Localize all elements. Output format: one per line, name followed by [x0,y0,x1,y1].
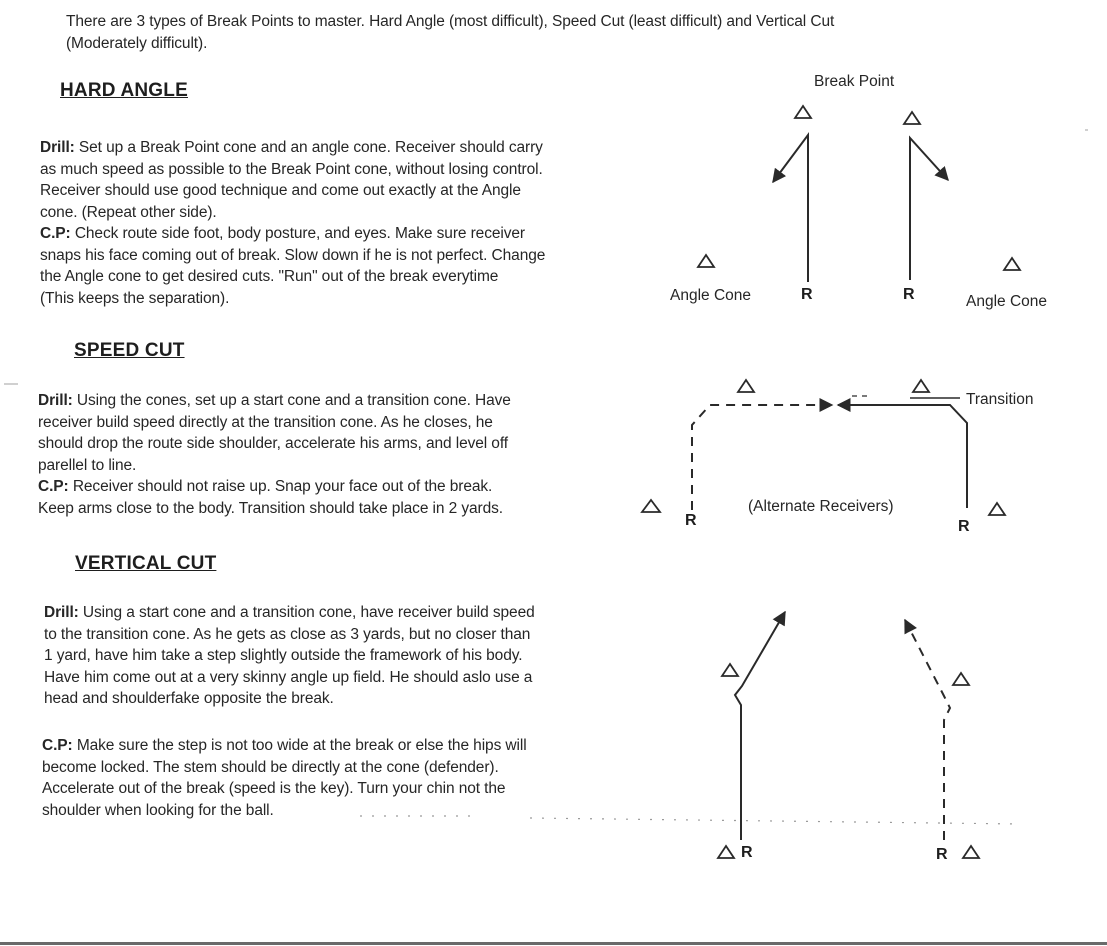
vertical-cut-route-solid [735,612,785,840]
break-point-cone-right [904,112,920,124]
alternate-receivers-label: (Alternate Receivers) [748,498,894,515]
vertical-cut-start-cone-right [963,846,979,858]
intro-line: There are 3 types of Break Points to master. Hard Angle (most difficult), Speed Cut (least difficult) and Vertical Cut [66,13,835,30]
hard-angle-route-right [910,138,948,280]
speed-cut-heading: SPEED CUT [74,340,185,361]
page-bottom-rule [0,942,1107,945]
vertical-cut-heading: VERTICAL CUT [75,553,217,574]
drill-label: Drill: [44,604,79,621]
angle-cone-left [698,255,714,267]
speed-cut-route-dashed [692,405,832,510]
intro-line: (Moderately difficult). [66,34,208,52]
vertical-cut-start-cone-left [718,846,734,858]
drill-label: Drill: [40,139,75,156]
vertical-cut-route-dashed [905,620,950,840]
speed-cut-drill-text: Drill: Using the cones, set up a start cone and a transition cone. Have receiver build speed directly at the transition cone. As he closes, he should drop the route side shoulder, accelerate his arms, and level off parellel to line. C.P: Receiver should not raise up. Snap your face out of the break. Keep arms close to the body. Transition should take place in 2 yards. [38,392,511,517]
receiver-left-label: R [801,286,813,303]
cp-label: C.P: [40,225,71,242]
speed-cut-route-solid [838,405,967,508]
hard-angle-route-left [773,135,808,282]
speed-cut-cone-start-right [989,503,1005,515]
receiver-right-label: R [903,286,915,303]
intro-paragraph [66,11,834,54]
vertical-cut-receiver-left: R [741,844,753,861]
break-point-cone-left [795,106,811,118]
vertical-cut-receiver-right: R [936,846,948,860]
vertical-cut-cone-right [953,673,969,685]
vertical-cut-cp-text: C.P: Make sure the step is not too wide at the break or else the hips will become locked. The stem should be directly at the cone (defender). Accelerate out of the break (speed is the key). Turn your chin not the shoulder when looking for the ball. [42,737,527,819]
transition-label: Transition [966,391,1034,408]
angle-cone-right [1004,258,1020,270]
speed-cut-receiver-left: R [685,512,697,529]
vertical-cut-cone-left [722,664,738,676]
break-point-label: Break Point [814,73,895,90]
speed-cut-receiver-right: R [958,518,970,535]
drill-label: Drill: [38,392,73,409]
speed-cut-cone-top-right [913,380,929,392]
vertical-cut-drill-text: Drill: Using a start cone and a transition cone, have receiver build speed to the transition cone. As he gets as close as 3 yards, but no closer than 1 yard, have him take a step slightly outside the framework of his body. Have him come out at a very skinny angle up field. He should aslo use a head and shoulderfake opposite the break. [44,604,535,707]
cp-label: C.P: [42,737,73,754]
angle-cone-right-label: Angle Cone [966,293,1048,310]
hard-angle-drill-text: Drill: Set up a Break Point cone and an angle cone. Receiver should carry as much speed as possible to the Break Point cone, without losing control. Receiver should use good technique and come out exactly at the Angle cone. (Repeat other side). C.P: Check route side foot, body posture, and eyes. Make sure receiver snaps his face coming out of break. Slow down if he is not perfect. Change the Angle cone to get desired cuts. "Run" out of the break everytime (This keeps the separation). [40,139,546,307]
speed-cut-cone-start-left [642,500,660,512]
cp-label: C.P: [38,478,69,495]
angle-cone-left-label: Angle Cone [670,287,752,304]
hard-angle-heading: HARD ANGLE [60,80,188,101]
speed-cut-cone-top-left [738,380,754,392]
